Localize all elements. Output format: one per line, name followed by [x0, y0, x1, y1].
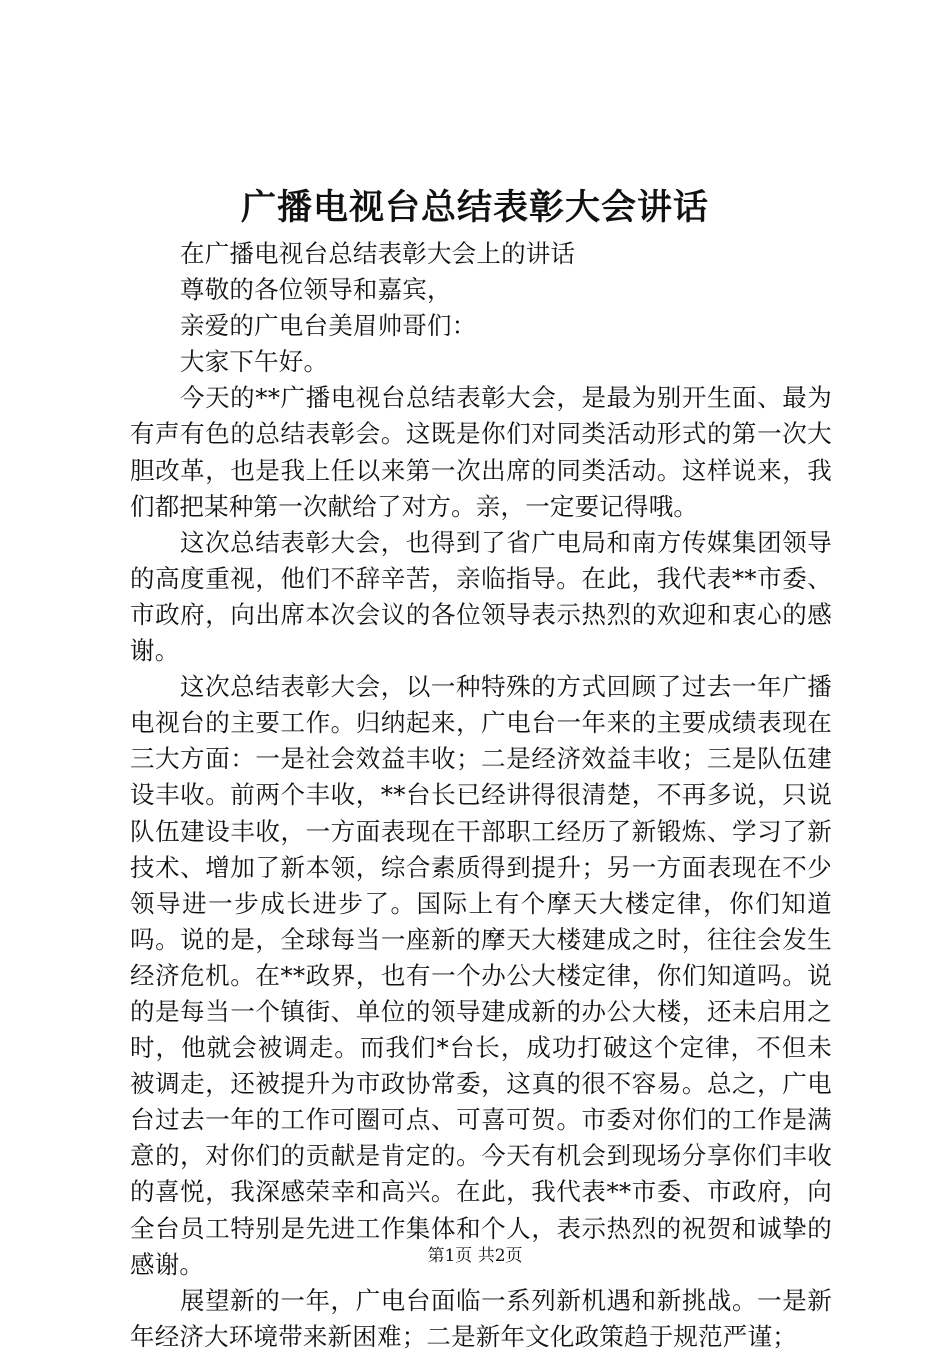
paragraph-greeting: 大家下午好。	[180, 347, 329, 377]
paragraph-salutation-staff: 亲爱的广电台美眉帅哥们：	[180, 311, 477, 341]
page-number-footer: 第1页 共2页	[427, 1246, 523, 1266]
paragraph-outlook: 展望新的一年，广电台面临一系列新机遇和新挑战。一是新年经济大环境带来新困难；二是新年文化政策趋于规范严谨；	[130, 1285, 832, 1351]
paragraph-opening: 今天的**广播电视台总结表彰大会，是最为别开生面、最为有声有色的总结表彰会。这既是你们对同类活动形式的第一次大胆改革，也是我上任以来第一次出席的同类活动。这样说来，我们都把某种第一次献给了对方。亲，一定要记得哦。	[130, 383, 832, 521]
paragraph-review: 这次总结表彰大会，以一种特殊的方式回顾了过去一年广播电视台的主要工作。归纳起来，广电台一年来的主要成绩表现在三大方面：一是社会效益丰收；二是经济效益丰收；三是队伍建设丰收。前两个丰收，**台长已经讲得很清楚，不再多说，只说队伍建设丰收，一方面表现在干部职工经历了新锻炼、学习了新技术、增加了新本领，综合素质得到提升；另一方面表现在不少领导进一步成长进步了。国际上有个摩天大楼定律，你们知道吗。说的是，全球每当一座新的摩天大楼建成之时，往往会发生经济危机。在**政界，也有一个办公大楼定律，你们知道吗。说的是每当一个镇街、单位的领导建成新的办公大楼，还未启用之时，他就会被调走。而我们*台长，成功打破这个定律，不但未被调走，还被提升为市政协常委，这真的很不容易。总之，广电台过去一年的工作可圈可点、可喜可贺。市委对你们的工作是满意的，对你们的贡献是肯定的。今天有机会到现场分享你们丰收的喜悦，我深感荣幸和高兴。在此，我代表**市委、市政府，向全台员工特别是先进工作集体和个人，表示热烈的祝贺和诚挚的感谢。	[130, 672, 832, 1279]
paragraph-thanks: 这次总结表彰大会，也得到了省广电局和南方传媒集团领导的高度重视，他们不辞辛苦，亲临指导。在此，我代表**市委、市政府，向出席本次会议的各位领导表示热烈的欢迎和衷心的感谢。	[130, 527, 832, 666]
document-body	[130, 236, 832, 1355]
paragraph-salutation-guests: 尊敬的各位领导和嘉宾，	[180, 275, 452, 305]
document-title: 广播电视台总结表彰大会讲话	[240, 187, 709, 228]
paragraph-subtitle: 在广播电视台总结表彰大会上的讲话	[180, 239, 576, 268]
